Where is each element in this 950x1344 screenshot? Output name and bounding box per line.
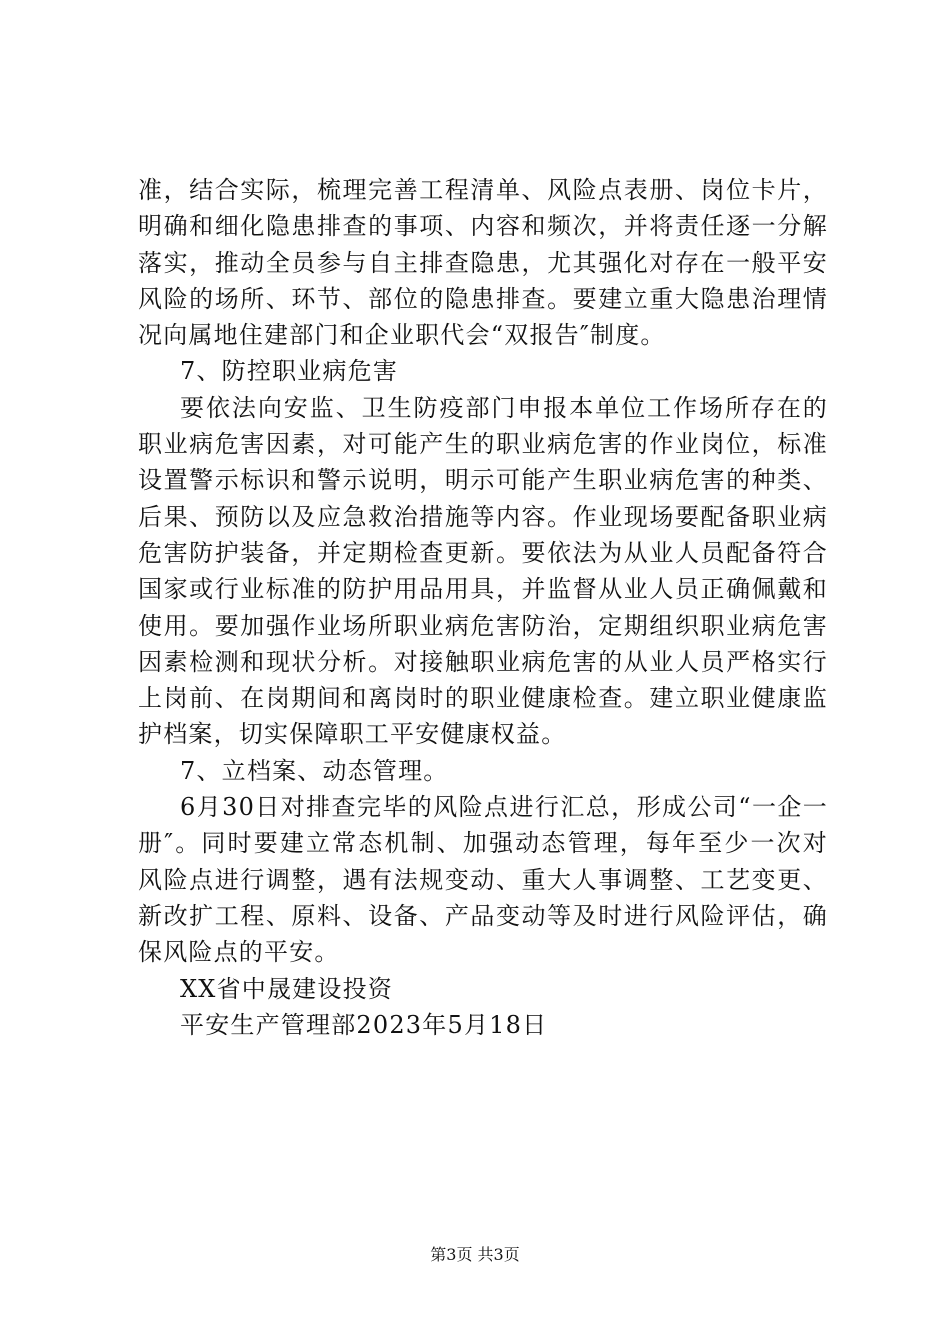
document-body — [138, 172, 828, 1043]
signature-organization: XX省中晟建设投资 — [180, 974, 393, 1003]
section-heading-occupational-hazards: 7、防控职业病危害 — [180, 357, 399, 386]
paragraph-continuation: 准，结合实际，梳理完善工程清单、风险点表册、岗位卡片，明确和细化隐患排查的事项、内容和频次，并将责任逐一分解落实，推动全员参与自主排查隐患，尤其强化对存在一般平安风险的场所、环节、部位的隐患排查。要建立重大隐患治理情况向属地住建部门和企业职代会“双报告″制度。 — [138, 176, 828, 350]
paragraph-records-management: 6月30日对排查完毕的风险点进行汇总，形成公司“一企一册″。同时要建立常态机制、加强动态管理，每年至少一次对风险点进行调整，遇有法规变动、重大人事调整、工艺变更、新改扩工程、原料、设备、产品变动等及时进行风险评估，确保风险点的平安。 — [138, 793, 828, 967]
page-footer — [0, 1244, 950, 1266]
section-heading-records-management: 7、立档案、动态管理。 — [180, 756, 449, 785]
paragraph-occupational-hazards: 要依法向安监、卫生防疫部门申报本单位工作场所存在的职业病危害因素，对可能产生的职业病危害的作业岗位，标准设置警示标识和警示说明，明示可能产生职业病危害的种类、后果、预防以及应急救治措施等内容。作业现场要配备职业病危害防护装备，并定期检查更新。要依法为从业人员配备符合国家或行业标准的防护用品用具，并监督从业人员正确佩戴和使用。要加强作业场所职业病危害防治，定期组织职业病危害因素检测和现状分析。对接触职业病危害的从业人员严格实行上岗前、在岗期间和离岗时的职业健康检查。建立职业健康监护档案，切实保障职工平安健康权益。 — [138, 393, 828, 749]
signature-department-date: 平安生产管理部2023年5月18日 — [180, 1010, 548, 1039]
page-number-label: 第3页 共3页 — [430, 1245, 520, 1264]
